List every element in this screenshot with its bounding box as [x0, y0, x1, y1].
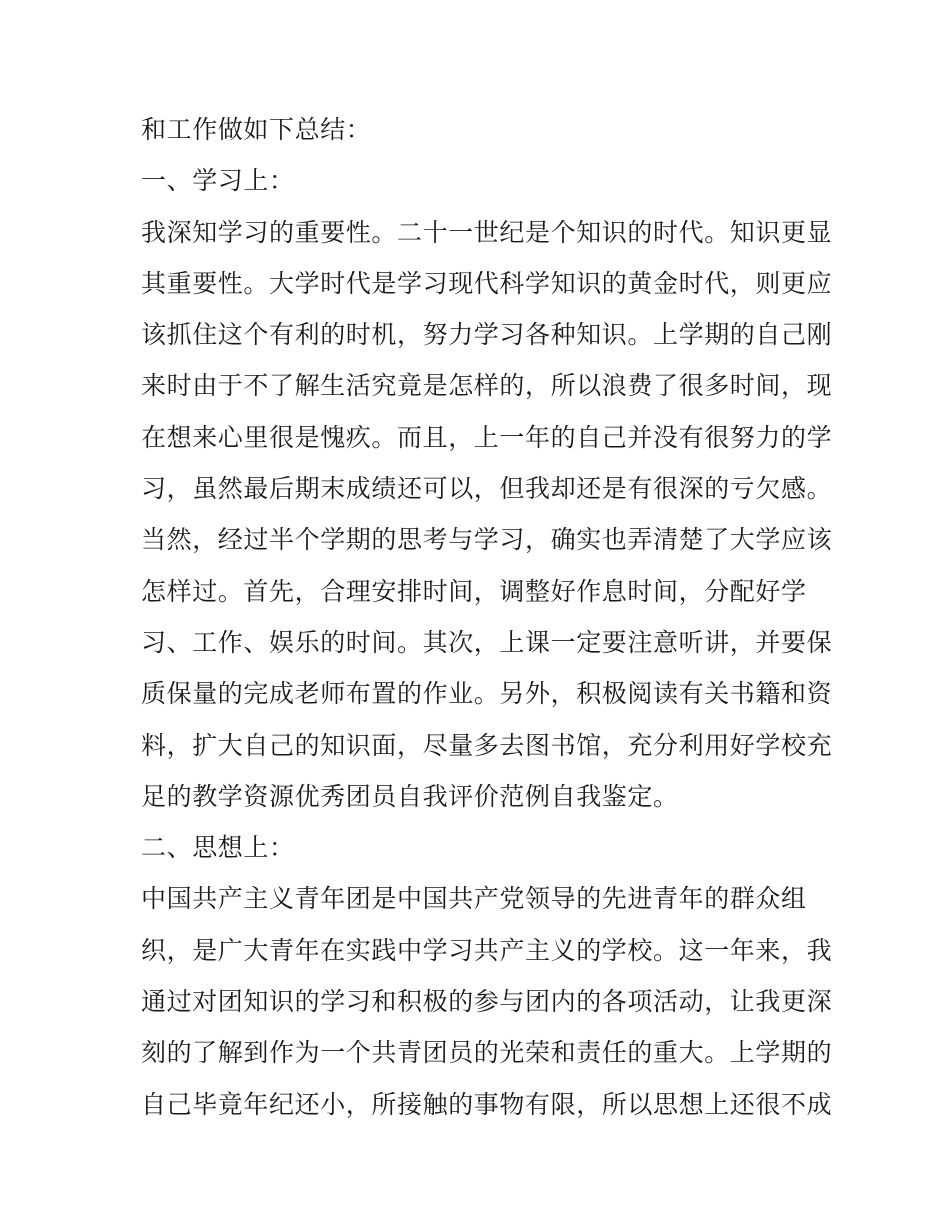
- text-line: 在想来心里很是愧疚。而且，上一年的自己并没有很努力的学: [141, 422, 833, 452]
- text-line: 习，虽然最后期末成绩还可以，但我却还是有很深的亏欠感。: [141, 474, 833, 504]
- text-line: 其重要性。大学时代是学习现代科学知识的黄金时代，则更应: [141, 268, 833, 298]
- text-line: 通过对团知识的学习和积极的参与团内的各项活动，让我更深: [141, 987, 833, 1017]
- text-line: 自己毕竟年纪还小，所接触的事物有限，所以思想上还很不成: [141, 1089, 833, 1119]
- text-line: 我深知学习的重要性。二十一世纪是个知识的时代。知识更显: [141, 217, 833, 247]
- text-line: 中国共产主义青年团是中国共产党领导的先进青年的群众组: [141, 884, 807, 914]
- text-line: 习、工作、娱乐的时间。其次，上课一定要注意听讲，并要保: [141, 627, 833, 657]
- text-line: 怎样过。首先，合理安排时间，调整好作息时间，分配好学: [141, 576, 807, 606]
- text-line: 刻的了解到作为一个共青团员的光荣和责任的重大。上学期的: [141, 1038, 833, 1068]
- text-line: 织，是广大青年在实践中学习共产主义的学校。这一年来，我: [141, 935, 833, 965]
- section-heading-study: 一、学习上：: [141, 166, 295, 196]
- document-body: [141, 108, 833, 1134]
- section-heading-thought: 二、思想上：: [141, 833, 295, 863]
- text-line: 料，扩大自己的知识面，尽量多去图书馆，充分利用好学校充: [141, 730, 833, 760]
- text-line: 该抓住这个有利的时机，努力学习各种知识。上学期的自己刚: [141, 320, 833, 350]
- text-line: 质保量的完成老师布置的作业。另外，积极阅读有关书籍和资: [141, 679, 833, 709]
- text-line: 来时由于不了解生活究竟是怎样的，所以浪费了很多时间，现: [141, 371, 833, 401]
- text-line: 足的教学资源优秀团员自我评价范例自我鉴定。: [141, 781, 679, 811]
- text-line: 和工作做如下总结：: [141, 115, 372, 144]
- text-line: 当然，经过半个学期的思考与学习，确实也弄清楚了大学应该: [141, 525, 833, 555]
